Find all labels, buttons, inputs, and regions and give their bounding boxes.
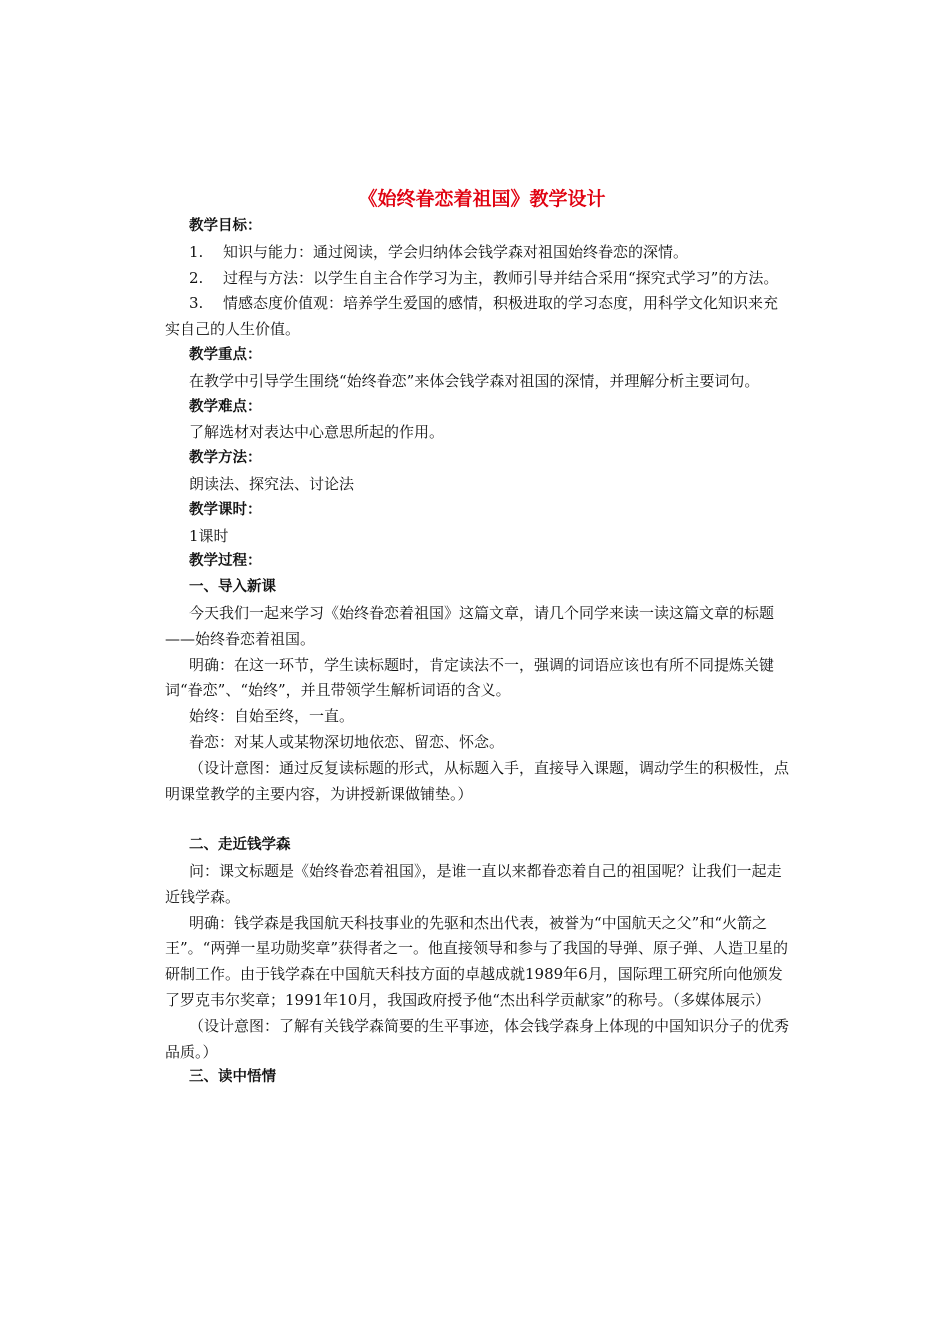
difficulty-text: 了解选材对表达中心意思所起的作用。: [189, 423, 445, 442]
blank-line: [165, 807, 789, 833]
objective-item-3: [165, 291, 789, 343]
part2-design-intent: （设计意图：了解有关钱学森简要的生平事迹，体会钱学森身上体现的中国知识分子的优秀品质。）: [165, 1016, 790, 1061]
method-text: 朗读法、探究法、讨论法: [189, 474, 355, 493]
document-body: [165, 186, 789, 1091]
part1-heading: 一、导入新课: [189, 579, 276, 596]
hours-heading: 教学课时：: [189, 501, 262, 518]
objectives-heading: 教学目标：: [189, 218, 262, 234]
part2-paragraph: 问：课文标题是《始终眷恋着祖国》，是谁一直以来都眷恋着自己的祖国呢？让我们一起走近钱学森。: [165, 861, 782, 906]
objective-number: 2.: [189, 268, 204, 287]
part1-paragraph: 眷恋：对某人或某物深切地依恋、留恋、怀念。: [189, 732, 505, 751]
difficulty-heading: 教学难点：: [189, 398, 262, 415]
hours-text: 1课时: [189, 526, 229, 545]
objective-item-2: [165, 266, 789, 292]
objective-item-1: [165, 240, 789, 266]
part2-heading: 二、走近钱学森: [189, 837, 291, 854]
objective-number: 1.: [189, 242, 204, 261]
objective-number: 3.: [189, 294, 204, 313]
part2-paragraph: 明确：钱学森是我国航天科技事业的先驱和杰出代表，被誉为“中国航天之父”和“火箭之王”。“两弹一星功勋奖章”获得者之一。他直接领导和参与了我国的导弹、原子弹、人造卫星的研制工作。由于钱学森在中国航天科技方面的卓越成就1989年6月，国际理工研究所向他颁发了罗克韦尔奖章；1991年10月，我国政府授予他“杰出科学贡献家”的称号。（多媒体展示）: [165, 913, 789, 1009]
objective-text: 情感态度价值观：培养学生爱国的感情，积极进取的学习态度，用科学文化知识来充实自己的人生价值。: [165, 294, 779, 339]
part3-heading: 三、读中悟情: [189, 1069, 276, 1086]
keypoint-heading: 教学重点：: [189, 346, 262, 363]
keypoint-text: 在教学中引导学生围绕“始终眷恋”来体会钱学森对祖国的深情，并理解分析主要词句。: [189, 371, 760, 390]
process-heading: 教学过程：: [189, 553, 262, 570]
objective-text: 过程与方法：以学生自主合作学习为主，教师引导并结合采用“探究式学习”的方法。: [223, 268, 779, 287]
objective-text: 知识与能力：通过阅读，学会归纳体会钱学森对祖国始终眷恋的深情。: [223, 242, 689, 261]
part1-paragraph: 今天我们一起来学习《始终眷恋着祖国》这篇文章，请几个同学来读一读这篇文章的标题——始终眷恋着祖国。: [165, 603, 775, 648]
part1-paragraph: 始终：自始至终，一直。: [189, 707, 355, 726]
document-title: 《始终眷恋着祖国》教学设计: [358, 188, 606, 210]
part1-design-intent: （设计意图：通过反复读标题的形式，从标题入手，直接导入课题，调动学生的积极性，点明课堂教学的主要内容，为讲授新课做铺垫。）: [165, 758, 790, 803]
method-heading: 教学方法：: [189, 450, 262, 467]
part1-paragraph: 明确：在这一环节，学生读标题时，肯定读法不一，强调的词语应该也有所不同提炼关键词“眷恋”、“始终”，并且带领学生解析词语的含义。: [165, 655, 775, 700]
